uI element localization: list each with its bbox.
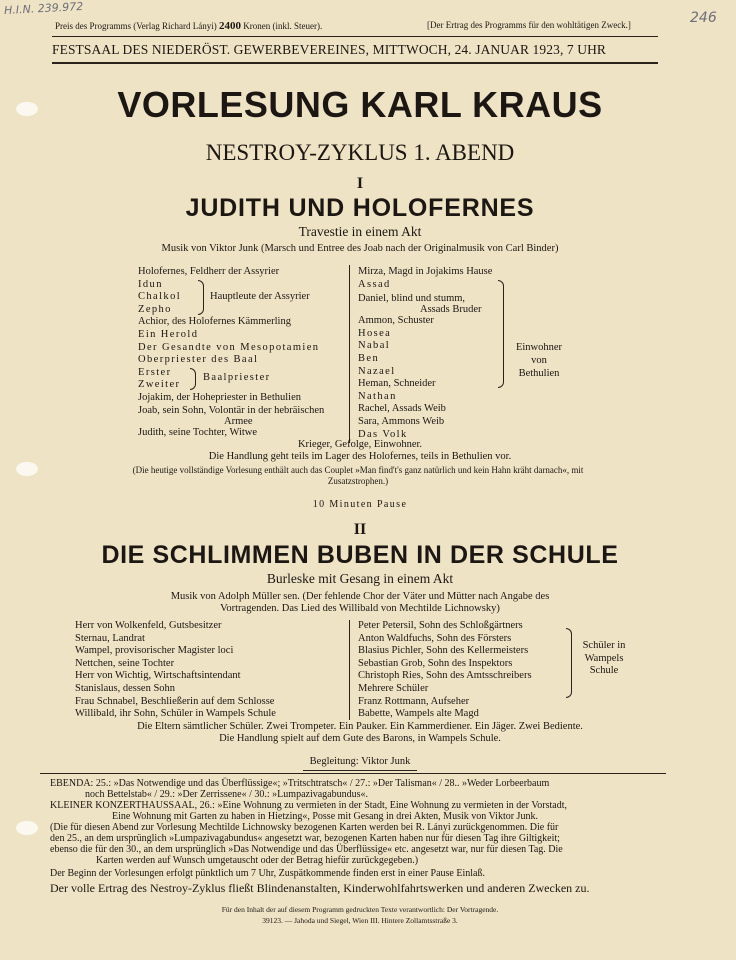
group-bethulia-label: Einwohner von Bethulien xyxy=(515,342,563,379)
part2-music-line1: Musik von Adolph Müller sen. (Der fehlende Chor der Väter und Mütter nach Angabe des xyxy=(170,591,550,602)
part2-extras: Die Eltern sämtlicher Schüler. Zwei Trompeter. Ein Pauker. Ein Kammerdiener. Ein Jäger. Zwei Bediente. xyxy=(137,721,583,732)
part1-setting: Die Handlung geht teils im Lager des Holofernes, teils in Bethulien vor. xyxy=(208,451,512,462)
cast-role: Sebastian Grob, Sohn des Inspektors xyxy=(358,657,513,669)
cast-role: Assad xyxy=(358,278,391,290)
cast-role: Nettchen, seine Tochter xyxy=(75,657,175,669)
part2-numeral: II xyxy=(353,521,367,538)
part1-numeral: I xyxy=(356,175,364,192)
cast-role: Willibald, ihr Sohn, Schüler in Wampels Schule xyxy=(75,708,276,720)
announcement-line: den 25., an dem ursprünglich »Lumpazivagabundus« angesetzt war, bezogenen Karten haben nur für diesen Tag ihre Giltigkeit; xyxy=(50,833,560,844)
cast-role: Holofernes, Feldherr der Assyrier xyxy=(138,266,280,277)
cast-role: Der Gesandte von Mesopotamien xyxy=(138,341,320,353)
cast-role: Ammon, Schuster xyxy=(358,315,434,327)
announcement-line: EBENDA: 25.: »Das Notwendige und das Überflüssige«; »Tritschtratsch« / 27.: »Der Talisman« / 28.. »Weder Lorbeerbaum xyxy=(50,778,550,789)
cycle-subtitle: NESTROY-ZYKLUS 1. ABEND xyxy=(205,140,515,165)
cast-role: Babette, Wampels alte Magd xyxy=(358,708,479,720)
cast-role: Anton Waldfuchs, Sohn des Försters xyxy=(358,632,512,644)
cast-role: Peter Petersil, Sohn des Schloßgärtners xyxy=(358,620,523,631)
cast-role: Frau Schnabel, Beschließerin auf dem Schlosse xyxy=(75,695,275,707)
price-note-right: Kronen (inkl. Steuer). xyxy=(243,21,323,31)
cast-role: Erster xyxy=(138,366,172,378)
part2-music-line2: Vortragenden. Das Lied des Willibald von Mechtilde Lichnowsky) xyxy=(220,603,500,614)
price-note xyxy=(55,20,322,32)
part1-column-divider xyxy=(349,265,350,443)
cast-role: Chalkol xyxy=(138,291,182,303)
announcement-line: Der volle Ertrag des Nestroy-Zyklus fließt Blindenanstalten, Kinderwohlfahrtswerken und anderen Zwecken zu. xyxy=(50,881,590,895)
punch-hole xyxy=(16,102,38,116)
announcement-line: (Die für diesen Abend zur Vorlesung Mechtilde Lichnowsky bezogenen Karten werden bei R. Lányi zurückgenommen. Die für xyxy=(50,822,559,833)
cast-role: Heman, Schneider xyxy=(358,378,436,390)
cast-role: Herr von Wolkenfeld, Gutsbesitzer xyxy=(75,620,222,631)
venue-line: FESTSAAL DES NIEDERÖST. GEWERBEVEREINES, MITTWOCH, 24. JANUAR 1923, 7 UHR xyxy=(52,42,607,57)
announcement-line: KLEINER KONZERTHAUSSAAL, 26.: »Eine Wohnung zu vermieten in der Stadt, Eine Wohnung zu vermieten in der Vorstadt, xyxy=(50,800,567,811)
part1-note: (Die heutige vollständige Vorlesung enthält auch das Couplet »Man find't's ganz natürlich und kein Hahn kräht darnach«, mit Zusatzstrophen.) xyxy=(132,465,584,486)
footer-printer: 39123. — Jahoda und Siegel, Wien III. Hintere Zollamtsstraße 3. xyxy=(262,916,458,925)
cast-role: Mirza, Magd in Jojakims Hause xyxy=(358,266,493,277)
brace-assyrian xyxy=(198,280,204,315)
announcement-line: ebenso die für den 30., an dem ursprünglich »Das Notwendige und das Überflüssige« etc. angesetzt war, nur für diesen Tag. Die xyxy=(50,844,563,855)
brace-pupils xyxy=(566,628,572,698)
cast-role: Judith, seine Tochter, Witwe xyxy=(138,426,258,438)
cast-role: Jojakim, der Hohepriester in Bethulien xyxy=(138,391,302,403)
announcement-line: Eine Wohnung mit Garten zu haben in Hietzing«, Posse mit Gesang in drei Akten, Musik von Viktor Junk. xyxy=(112,811,538,822)
cast-role: Oberpriester des Baal xyxy=(138,354,259,366)
part2-setting: Die Handlung spielt auf dem Gute des Barons, in Wampels Schule. xyxy=(219,733,501,744)
intermission: 10 Minuten Pause xyxy=(312,499,408,510)
part1-extras: Krieger, Gefolge, Einwohner. xyxy=(297,439,423,450)
announcements xyxy=(50,778,590,896)
price-amount: 2400 xyxy=(218,20,241,32)
cast-role: Stanislaus, dessen Sohn xyxy=(75,682,176,694)
part1-cast-right xyxy=(358,266,492,441)
cast-role: Hosea xyxy=(358,327,392,339)
cast-role: Blasius Pichler, Sohn des Kellermeisters xyxy=(358,645,529,657)
part1-genre: Travestie in einem Akt xyxy=(298,224,422,239)
part2-cast-right xyxy=(358,620,532,721)
cast-role: Ein Herold xyxy=(138,328,199,340)
announcement-line: Der Beginn der Vorlesungen erfolgt pünktlich um 7 Uhr, Zuspätkommende finden erst in einer Pause Einlaß. xyxy=(50,868,485,879)
cast-role: Idun xyxy=(138,278,163,290)
part2-column-divider xyxy=(349,620,350,720)
part2-cast-left xyxy=(75,620,276,721)
announcement-line: noch Bettelstab« / 29.: »Der Zerrissene« / 30.: »Lumpazivagabundus«. xyxy=(85,789,368,800)
group-assyrian-label: Hauptleute der Assyrier xyxy=(210,291,310,302)
cast-role: Herr von Wichtig, Wirtschaftsintendant xyxy=(75,670,241,682)
part2-accompaniment: Begleitung: Viktor Junk xyxy=(309,756,411,767)
punch-hole xyxy=(16,821,38,835)
part2-title: DIE SCHLIMMEN BUBEN IN DER SCHULE xyxy=(101,541,619,569)
header-rule-top xyxy=(52,36,658,37)
proceeds-note: [Der Ertrag des Programms für den wohltätigen Zweck.] xyxy=(427,20,631,30)
part2-genre: Burleske mit Gesang in einem Akt xyxy=(266,571,454,586)
group-baal-label: Baalpriester xyxy=(203,372,271,383)
footer-responsibility: Für den Inhalt der auf diesem Programm gedruckten Texte verantwortlich: Der Vortragende. xyxy=(221,905,499,914)
cast-role: Wampel, provisorischer Magister loci xyxy=(75,645,234,657)
archive-shelfmark: H.I.N. 239.972 xyxy=(3,0,84,18)
cast-role: Nathan xyxy=(358,390,397,402)
cast-role: Daniel, blind und stumm, xyxy=(358,293,466,305)
cast-role: Achior, des Holofernes Kämmerling xyxy=(138,316,291,328)
part1-music: Musik von Viktor Junk (Marsch und Entree des Joab nach der Originalmusik von Carl Binder) xyxy=(161,243,559,254)
brace-bethulia xyxy=(498,280,504,388)
accompaniment-underline xyxy=(303,770,417,771)
header-rule-bottom xyxy=(52,62,658,64)
part1-title: JUDITH UND HOLOFERNES xyxy=(185,194,535,222)
cast-role: Rachel, Assads Weib xyxy=(358,403,446,415)
main-title: VORLESUNG KARL KRAUS xyxy=(117,84,603,125)
cast-role: Nazael xyxy=(358,365,396,377)
archive-page-number: 246 xyxy=(690,10,717,26)
cast-role: Das Volk xyxy=(358,428,408,440)
group-pupils-label: Schüler in Wampels Schule xyxy=(582,640,626,676)
cast-role: Zweiter xyxy=(138,379,181,391)
cast-role: Mehrere Schüler xyxy=(358,682,429,694)
price-note-left: Preis des Programms (Verlag Richard Lányi) xyxy=(55,21,217,31)
cast-role: Sara, Ammons Weib xyxy=(358,415,445,427)
announcement-line: Karten werden auf Wunsch umgetauscht oder der Betrag hiefür zurückgegeben.) xyxy=(96,855,419,866)
punch-hole xyxy=(16,462,38,476)
cast-role: Ben xyxy=(358,352,380,364)
brace-baal xyxy=(190,368,196,390)
cast-role: Christoph Ries, Sohn des Amtsschreibers xyxy=(358,670,532,682)
announcements-rule xyxy=(40,773,666,774)
cast-role: Zepho xyxy=(138,303,172,315)
cast-role: Armee xyxy=(224,415,253,427)
cast-role: Franz Rottmann, Aufseher xyxy=(358,695,470,707)
cast-role: Assads Bruder xyxy=(420,304,482,316)
cast-role: Sternau, Landrat xyxy=(75,632,145,644)
cast-role: Joab, sein Sohn, Volontär in der hebräischen xyxy=(138,404,325,416)
cast-role: Nabal xyxy=(358,340,391,352)
